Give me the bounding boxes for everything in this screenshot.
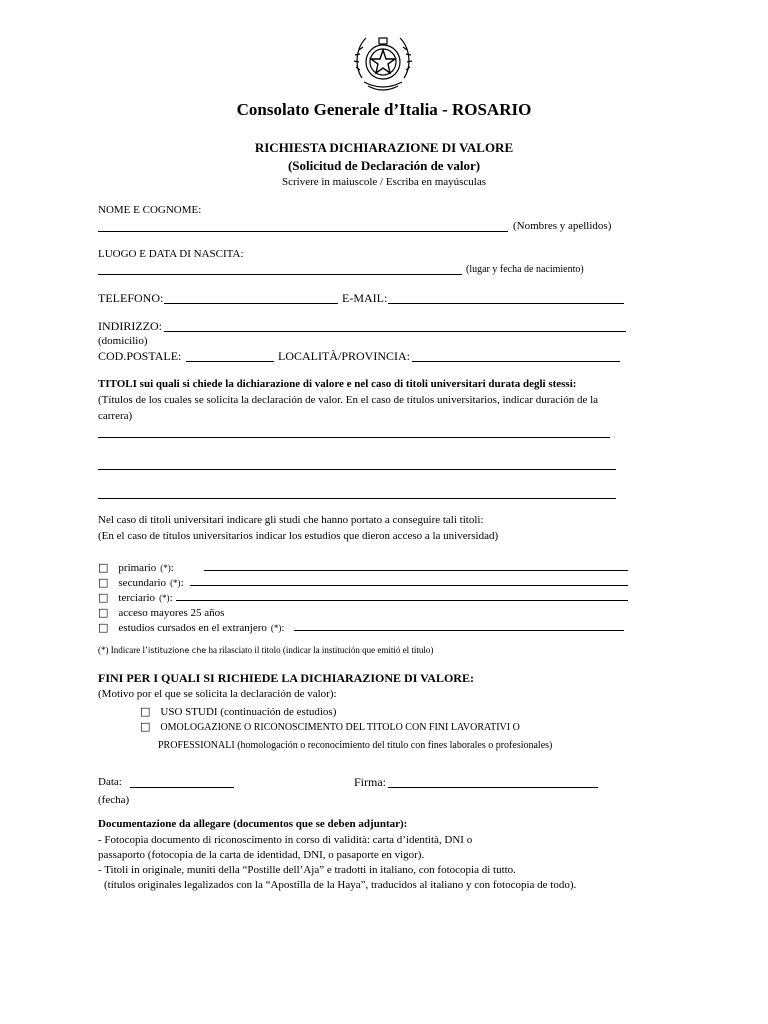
postal-label: COD.POSTALE: <box>98 349 182 363</box>
email-label: E-MAIL: <box>342 291 388 305</box>
birth-hint: (lugar y fecha de nacimiento) <box>466 264 584 275</box>
email-field[interactable] <box>388 303 624 304</box>
checkbox-omologazione[interactable]: □ <box>140 720 151 733</box>
consulate-title: Consolato Generale d’Italia - ROSARIO <box>236 100 532 119</box>
secundario-field[interactable] <box>190 585 628 586</box>
checkbox-terciario[interactable]: □ <box>98 591 109 604</box>
primario-field[interactable] <box>204 570 628 571</box>
name-label: NOME E COGNOME: <box>98 204 202 216</box>
option-label: USO STUDI (continuación de estudios) <box>160 706 337 718</box>
postal-field[interactable] <box>186 361 274 362</box>
titles-line-3[interactable] <box>98 498 616 499</box>
asterisk-mark: (*) <box>159 593 170 603</box>
documents-line-3: - Titoli in originale, muniti della “Postille dell’Aja” e tradotti in italiano, con fotocopia di tutto. <box>98 864 516 876</box>
emblem-icon <box>352 30 414 96</box>
documents-heading: Documentazione da allegare (documentos que se deben adjuntar): <box>98 818 408 830</box>
checkbox-primario[interactable]: □ <box>98 561 109 574</box>
asterisk-mark: (*) <box>170 578 181 588</box>
terciario-field[interactable] <box>176 600 628 601</box>
form-subtitle: (Solicitud de Declaración de valor) <box>287 158 481 173</box>
study-row-extranjero: □ estudios cursados en el extranjero (*): <box>98 621 285 634</box>
locality-field[interactable] <box>412 361 620 362</box>
titles-line-2[interactable] <box>98 469 616 470</box>
address-label: INDIRIZZO: <box>98 319 162 333</box>
date-label: Data: <box>98 776 122 788</box>
studies-intro: Nel caso di titoli universitari indicare gli studi che hanno portato a conseguire tali titoli: <box>98 514 484 526</box>
asterisk-mark: (*) <box>160 563 171 573</box>
sign-field[interactable] <box>388 787 598 788</box>
titles-heading: TITOLI sui quali si chiede la dichiarazione di valore e nel caso di titoli universitari durata degli stessi: <box>98 378 577 390</box>
footnote: (*) Indicare l’istituzione che ha rilasciato il titolo (indicar la institución que emitió el título) <box>98 645 434 655</box>
study-row-terciario: □ terciario (*): <box>98 591 173 604</box>
titles-line-1[interactable] <box>98 437 610 438</box>
purpose-option-homologation-cont: PROFESSIONALI (homologación o reconocimiento del título con fines laborales o profesionales) <box>158 740 553 751</box>
titles-translation-1: (Títulos de los cuales se solicita la declaración de valor. En el caso de títulos universitarios, indicar duración de la <box>98 394 599 406</box>
phone-field[interactable] <box>164 303 338 304</box>
purpose-translation: (Motivo por el que se solicita la declaración de valor): <box>98 688 337 700</box>
documents-line-4: (títulos originales legalizados con la “Apostilla de la Haya”, traducidos al italiano y con fotocopia de todo). <box>104 879 577 891</box>
instruction: Scrivere in maiuscole / Escriba en mayúsculas <box>281 176 487 188</box>
locality-label: LOCALITÀ/PROVINCIA: <box>278 349 410 363</box>
checkbox-acceso[interactable]: □ <box>98 606 109 619</box>
checkbox-extranjero[interactable]: □ <box>98 621 109 634</box>
date-field[interactable] <box>130 787 234 788</box>
form-title: RICHIESTA DICHIARAZIONE DI VALORE <box>254 140 514 155</box>
option-label: OMOLOGAZIONE O RICONOSCIMENTO DEL TITOLO CON FINI LAVORATIVI O <box>160 722 520 733</box>
checkbox-secundario[interactable]: □ <box>98 576 109 589</box>
study-row-primario: □ primario (*): <box>98 561 174 574</box>
study-label: acceso mayores 25 años <box>118 607 225 619</box>
study-label: secundario <box>118 577 167 589</box>
documents-line-2: passaporto (fotocopia de la carta de identidad, DNI, o pasaporte en vigor). <box>98 849 425 861</box>
study-label: estudios cursados en el extranjero <box>118 622 267 634</box>
asterisk-mark: (*) <box>270 623 282 633</box>
italian-emblem <box>352 30 414 96</box>
checkbox-uso-studi[interactable]: □ <box>140 705 151 718</box>
titles-translation-2: carrera) <box>98 410 133 422</box>
birth-label: LUOGO E DATA DI NASCITA: <box>98 248 244 260</box>
birth-field[interactable] <box>98 274 462 275</box>
name-hint: (Nombres y apellidos) <box>513 220 612 232</box>
purpose-option-homologation <box>140 717 520 735</box>
phone-label: TELEFONO: <box>98 291 164 305</box>
date-hint: (fecha) <box>98 794 130 806</box>
study-label: primario <box>118 562 157 574</box>
study-row-secundario: □ secundario (*): <box>98 576 184 589</box>
studies-intro-translation: (En el caso de títulos universitarios indicar los estudios que dieron acceso a la universidad) <box>98 530 499 542</box>
study-label: terciario <box>118 592 156 604</box>
sign-label: Firma: <box>354 775 386 789</box>
name-field[interactable] <box>98 231 508 232</box>
purpose-heading: FINI PER I QUALI SI RICHIEDE LA DICHIARAZIONE DI VALORE: <box>98 671 474 685</box>
documents-line-1: - Fotocopia documento di riconoscimento in corso di validità: carta d’identità, DNI o <box>98 834 473 846</box>
address-hint: (domicilio) <box>98 335 148 347</box>
address-field[interactable] <box>164 331 626 332</box>
extranjero-field[interactable] <box>294 630 624 631</box>
